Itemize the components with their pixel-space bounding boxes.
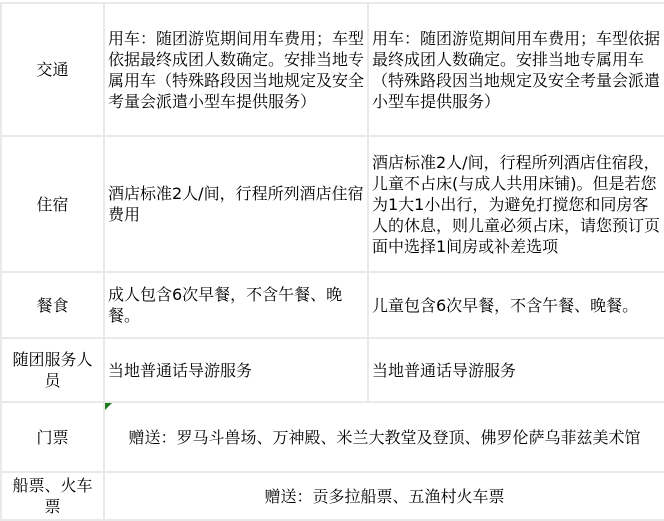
- table-row-boat-train-tickets: [1, 472, 664, 520]
- boat-train-tickets-cell: [104, 472, 664, 520]
- meals-child-cell: 儿童包含6次早餐，不含午餐、晚餐。: [368, 272, 664, 338]
- tour-fees-table: [0, 2, 664, 521]
- entrance-tickets-cell: [104, 402, 664, 472]
- tour-staff-adult-cell: 当地普通话导游服务: [104, 338, 368, 402]
- tour-staff-child-cell: 当地普通话导游服务: [368, 338, 664, 402]
- row-label-entrance-tickets: 门票: [1, 402, 104, 472]
- table-row-transport: [1, 3, 664, 136]
- row-label-boat-train-tickets: 船票、火车票: [1, 472, 104, 520]
- table-row-tour-staff: [1, 338, 664, 402]
- transport-adult-cell: 用车：随团游览期间用车费用；车型依据最终成团人数确定。安排当地专属用车（特殊路段因当地规定及安全考量会派遣小型车提供服务）: [104, 3, 368, 136]
- meals-adult-cell: 成人包含6次早餐，不含午餐、晚餐。: [104, 272, 368, 338]
- accommodation-child-cell: 酒店标准2人/间，行程所列酒店住宿段，儿童不占床(与成人共用床铺)。但是若您为1大1小出行，为避免打搅您和同房客人的休息，则儿童必须占床，请您预订页面中选择1间房或补差选项: [368, 136, 664, 272]
- accommodation-adult-cell: 酒店标准2人/间，行程所列酒店住宿费用: [104, 136, 368, 272]
- transport-child-cell: 用车：随团游览期间用车费用；车型依据最终成团人数确定。安排当地专属用车（特殊路段因当地规定及安全考量会派遣小型车提供服务）: [368, 3, 664, 136]
- row-label-meals: 餐食: [1, 272, 104, 338]
- table-row-meals: [1, 272, 664, 338]
- row-label-transport: 交通: [1, 3, 104, 136]
- row-label-accommodation: 住宿: [1, 136, 104, 272]
- cell-corner-marker-icon: [105, 403, 112, 410]
- entrance-tickets-text: 赠送：罗马斗兽场、万神殿、米兰大教堂及登顶、佛罗伦萨乌菲兹美术馆: [128, 427, 641, 447]
- table-row-accommodation: [1, 136, 664, 272]
- boat-train-tickets-text: 赠送：贡多拉船票、五渔村火车票: [264, 486, 505, 506]
- table-row-entrance-tickets: [1, 402, 664, 472]
- row-label-tour-staff: 随团服务人员: [1, 338, 104, 402]
